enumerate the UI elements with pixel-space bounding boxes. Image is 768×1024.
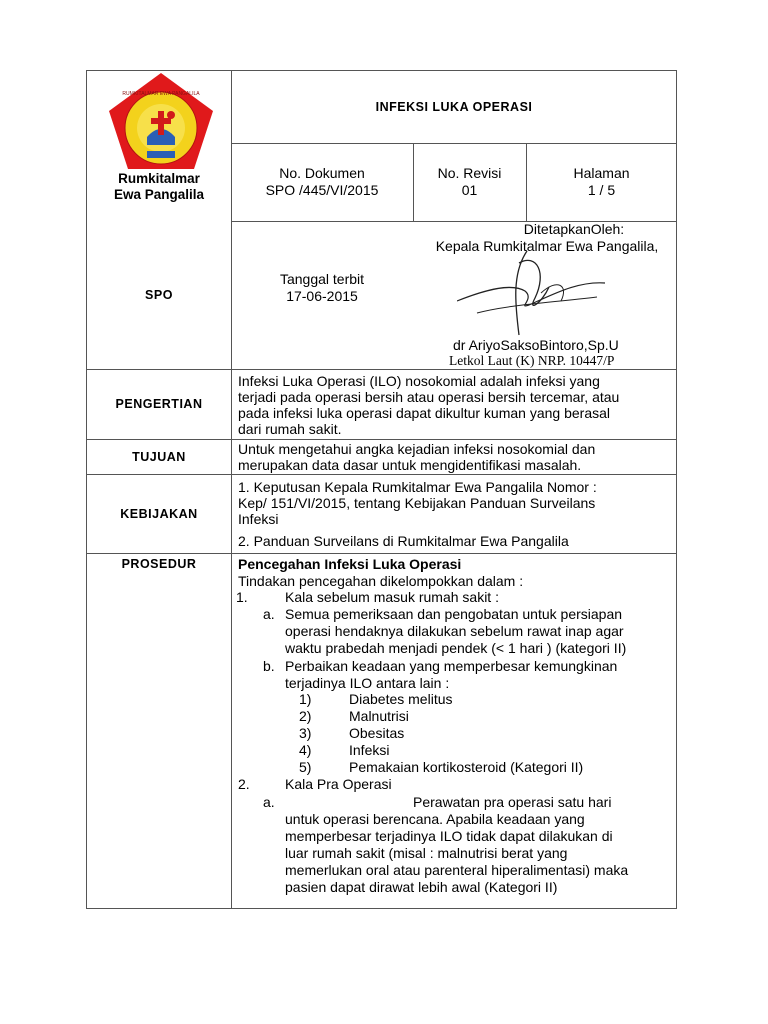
risk-item-text: Infeksi [349,742,390,758]
issue-date-value: 17-06-2015 [286,287,358,304]
kebijakan-item-2: 2. Panduan Surveilans di Rumkitalmar Ewa Pangalila [238,533,569,549]
logo-text: RUMKITALMAR EWA PANGALILA [122,91,200,97]
pengertian-line: Infeksi Luka Operasi (ILO) nosokomial adalah infeksi yang [238,373,600,389]
document-title-text: INFEKSI LUKA OPERASI [375,100,533,114]
page-label: Halaman [573,165,630,181]
issue-date-label: Tanggal terbit [279,270,365,287]
risk-item-number: 3) [299,725,312,741]
risk-item-number: 2) [299,708,312,724]
step-1b-marker: b. [263,658,275,674]
set-by-title: Kepala Rumkitalmar Ewa Pangalila, [435,238,659,254]
step-1a-line: waktu prabedah menjadi pendek (< 1 hari ) (kategori II) [285,640,627,656]
prosedur-heading: Pencegahan Infeksi Luka Operasi [238,556,462,572]
page-cell [526,143,677,221]
issue-date-cell [231,221,413,354]
step-1-number: 1. [236,589,248,605]
pengertian-label: PENGERTIAN [115,397,203,411]
spo-document [86,70,677,909]
step-1-text: Kala sebelum masuk rumah sakit : [285,589,499,605]
step-1a-line: operasi hendaknya dilakukan sebelum rawat inap agar [285,623,624,639]
kebijakan-line: 1. Keputusan Kepala Rumkitalmar Ewa Pangalila Nomor : [238,479,597,495]
set-by-label: DitetapkanOleh: [523,221,625,237]
signer-rank: Letkol Laut (K) NRP. 10447/P [449,353,615,368]
doc-number-label: No. Dokumen [279,165,365,181]
doc-number-cell [231,143,413,221]
pengertian-line: terjadi pada operasi bersih atau operasi bersih tercemar, atau [238,389,620,405]
org-name [87,167,231,207]
step-2a-line: pasien dapat dirawat lebih awal (Kategori II) [285,879,558,895]
step-2a-line: luar rumah sakit (misal : malnutrisi berat yang [285,845,568,861]
org-name-line1: Rumkitalmar [118,171,200,186]
prosedur-intro: Tindakan pencegahan dikelompokkan dalam : [238,573,524,589]
risk-item-text: Obesitas [349,725,405,741]
pengertian-line: dari rumah sakit. [238,421,342,437]
step-1a-marker: a. [263,606,275,622]
step-2a-first: Perawatan pra operasi satu hari [413,794,612,810]
tujuan-label: TUJUAN [132,449,186,464]
kebijakan-line: Kep/ 151/VI/2015, tentang Kebijakan Panduan Surveilans [238,495,596,511]
risk-item-number: 4) [299,742,312,758]
step-2a-marker: a. [263,794,275,810]
kebijakan-line: Infeksi [238,511,279,527]
tujuan-line: Untuk mengetahui angka kejadian infeksi nosokomial dan [238,441,596,457]
risk-item-number: 1) [299,691,312,707]
prosedur-label: PROSEDUR [121,557,197,571]
revision-label: No. Revisi [437,165,502,181]
signature-image [457,243,607,343]
risk-item-text: Diabetes melitus [349,691,453,707]
org-name-line2: Ewa Pangalila [113,187,205,202]
document-title [231,71,677,143]
page-value: 1 / 5 [587,182,616,198]
signer-name: dr AriyoSaksoBintoro,Sp.U [453,337,619,353]
spo-label: SPO [145,288,173,302]
pengertian-line: pada infeksi luka operasi dapat dikultur kuman yang berasal [238,405,611,421]
step-1b-line: Perbaikan keadaan yang memperbesar kemungkinan [285,658,618,674]
step-1b-line: terjadinya ILO antara lain : [285,675,450,691]
step-2a-line: memperbesar terjadinya ILO tidak dapat dilakukan di [285,828,613,844]
risk-item-text: Malnutrisi [349,708,409,724]
risk-item-text: Pemakaian kortikosteroid (Kategori II) [349,759,584,775]
revision-cell [413,143,526,221]
hospital-logo [105,71,217,171]
row-divider [87,553,677,554]
doc-number-value: SPO /445/VI/2015 [265,182,379,198]
step-2a-line: memerlukan oral atau parenteral hiperalimentasi) maka [285,862,629,878]
risk-item-number: 5) [299,759,312,775]
revision-value: 01 [461,182,478,198]
step-2a-line: untuk operasi berencana. Apabila keadaan yang [285,811,585,827]
step-2-text: Kala Pra Operasi [285,776,392,792]
tujuan-line: merupakan data dasar untuk mengidentifikasi masalah. [238,457,582,473]
step-1a-line: Semua pemeriksaan dan pengobatan untuk persiapan [285,606,623,622]
kebijakan-label: KEBIJAKAN [120,506,198,521]
step-2-number: 2. [238,776,250,792]
